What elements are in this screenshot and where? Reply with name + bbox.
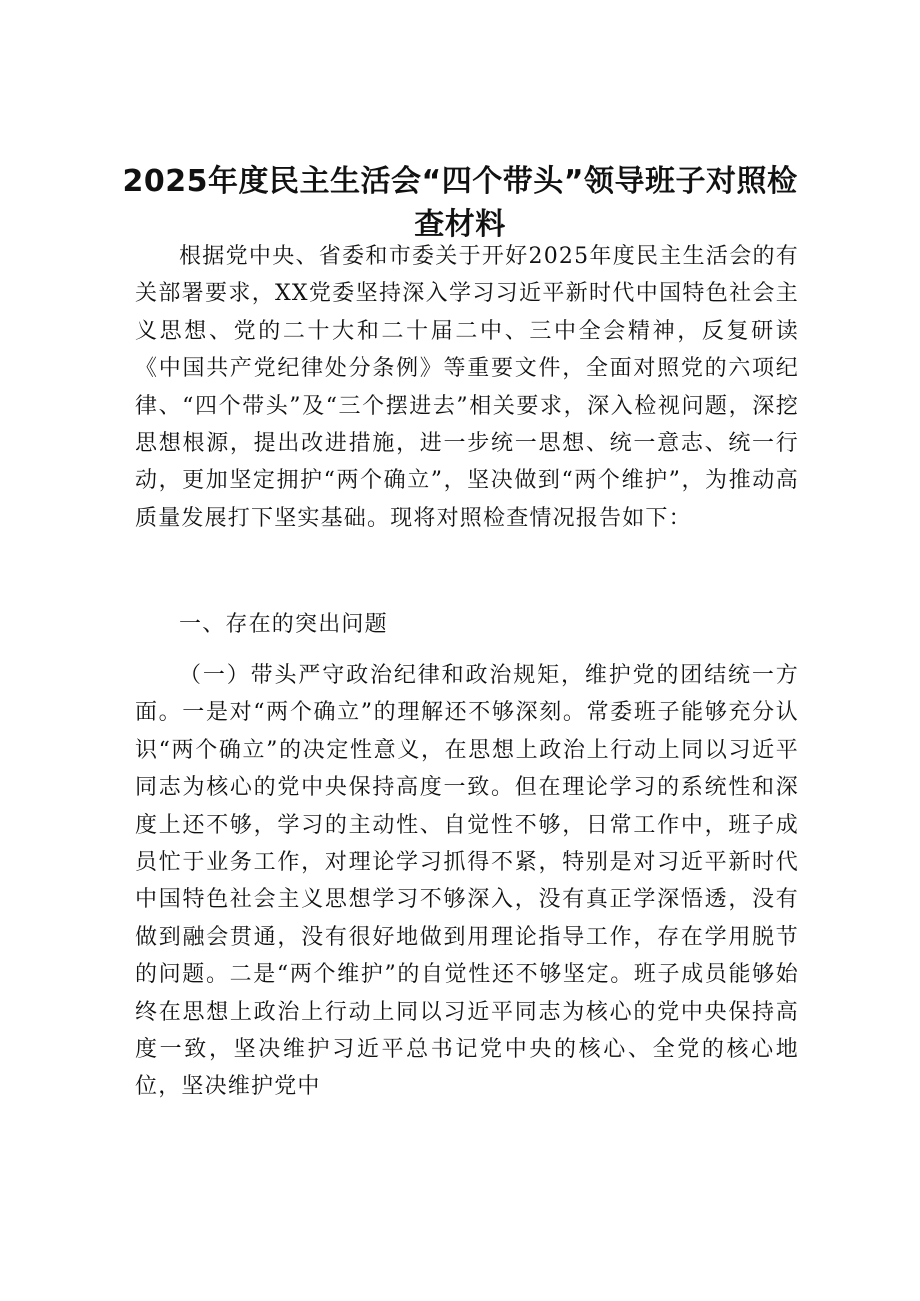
document-title: 2025年度民主生活会“四个带头”领导班子对照检查材料: [122, 164, 798, 242]
intro-paragraph: 根据党中央、省委和市委关于开好2025年度民主生活会的有关部署要求，XX党委坚持深入学习习近平新时代中国特色社会主义思想、党的二十大和二十届二中、三中全会精神，反复研读《中国共产党纪律处分条例》等重要文件，全面对照党的六项纪律、“四个带头”及“三个摆进去”相关要求，深入检视问题，深挖思想根源，提出改进措施，进一步统一思想、统一意志、统一行动，更加坚定拥护“两个确立”，坚决做到“两个维护”，为推动高质量发展打下坚实基础。现将对照检查情况报告如下：: [135, 244, 799, 531]
body-paragraph: （一）带头严守政治纪律和政治规矩，维护党的团结统一方面。一是对“两个确立”的理解还不够深刻。常委班子能够充分认识“两个确立”的决定性意义，在思想上政治上行动上同以习近平同志为核心的党中央保持高度一致。但在理论学习的系统性和深度上还不够，学习的主动性、自觉性不够，日常工作中，班子成员忙于业务工作，对理论学习抓得不紧，特别是对习近平新时代中国特色社会主义思想学习不够深入，没有真正学深悟透，没有做到融会贯通，没有很好地做到用理论指导工作，存在学用脱节的问题。二是“两个维护”的自觉性还不够坚定。班子成员能够始终在思想上政治上行动上同以习近平同志为核心的党中央保持高度一致，坚决维护习近平总书记党中央的核心、全党的核心地位，坚决维护党中: [135, 663, 799, 1100]
section-heading: 一、存在的突出问题: [179, 612, 388, 637]
